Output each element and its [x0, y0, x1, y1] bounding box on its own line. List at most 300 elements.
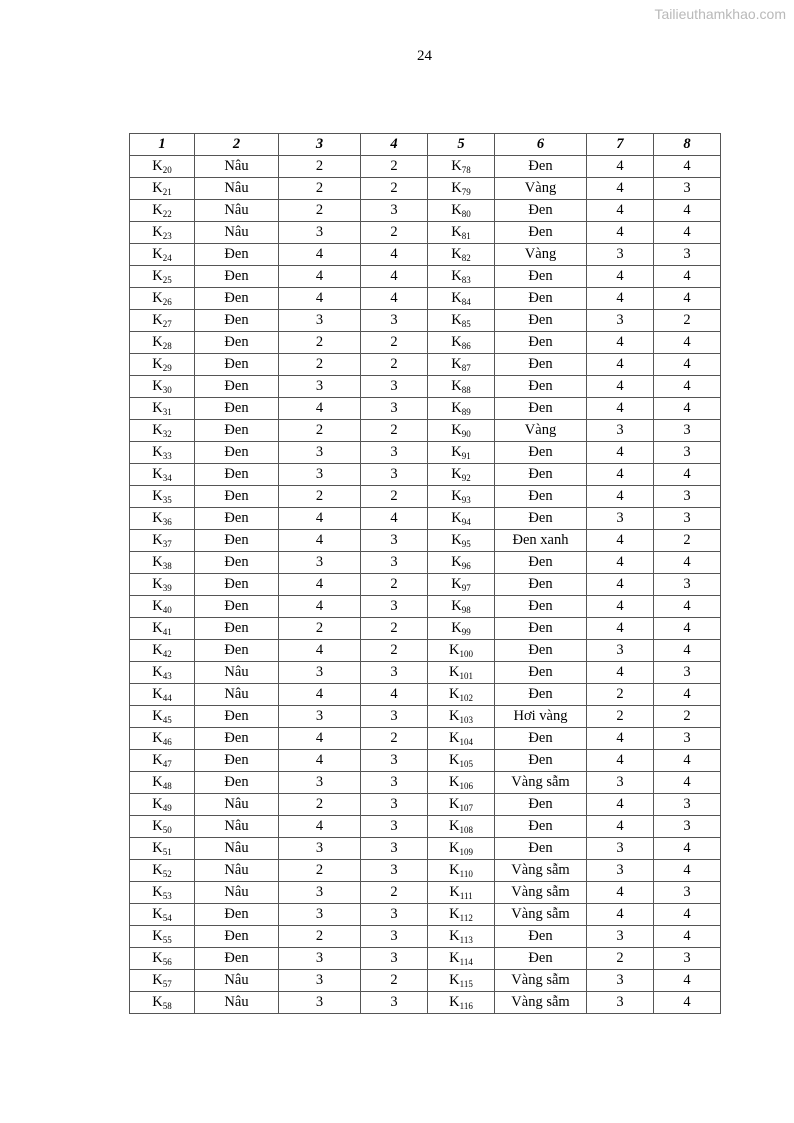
- score-8-cell: 3: [654, 244, 721, 266]
- color-cell: Vàng sẫm: [495, 970, 587, 992]
- id-letter: K: [152, 774, 163, 790]
- color-cell: Vàng sẫm: [495, 992, 587, 1014]
- id-subscript: 25: [162, 275, 172, 285]
- id-letter: K: [152, 730, 163, 746]
- score-7-cell: 4: [587, 728, 654, 750]
- color-cell: Đen: [195, 596, 279, 618]
- id-subscript: 31: [162, 407, 172, 417]
- id-subscript: 102: [459, 693, 473, 703]
- score-3-cell: 2: [279, 178, 361, 200]
- id-letter: K: [152, 290, 163, 306]
- sample-id-cell: [130, 332, 195, 354]
- score-3-cell: 4: [279, 244, 361, 266]
- color-cell: Vàng sẫm: [495, 882, 587, 904]
- score-8-cell: 4: [654, 288, 721, 310]
- id-letter: K: [451, 620, 462, 636]
- id-subscript: 99: [461, 627, 471, 637]
- score-3-cell: 3: [279, 464, 361, 486]
- score-3-cell: 3: [279, 904, 361, 926]
- id-letter: K: [152, 554, 163, 570]
- id-subscript: 27: [162, 319, 172, 329]
- id-subscript: 55: [162, 935, 172, 945]
- score-8-cell: 4: [654, 970, 721, 992]
- color-cell: Nâu: [195, 178, 279, 200]
- id-subscript: 100: [459, 649, 473, 659]
- score-4-cell: 3: [361, 926, 428, 948]
- color-cell: Đen: [495, 288, 587, 310]
- sample-id-cell: [130, 398, 195, 420]
- table-row: [130, 442, 721, 464]
- page-number: 24: [417, 48, 432, 64]
- id-letter: K: [152, 312, 163, 328]
- id-subscript: 114: [459, 957, 473, 967]
- id-letter: K: [152, 180, 163, 196]
- score-4-cell: 2: [361, 332, 428, 354]
- color-cell: Đen: [195, 354, 279, 376]
- score-8-cell: 4: [654, 222, 721, 244]
- id-letter: K: [152, 466, 163, 482]
- sample-id-cell: [130, 310, 195, 332]
- sample-id-cell: [428, 266, 495, 288]
- sample-id-cell: [130, 244, 195, 266]
- id-letter: K: [451, 378, 462, 394]
- id-subscript: 87: [461, 363, 471, 373]
- id-subscript: 52: [162, 869, 172, 879]
- color-cell: Vàng sẫm: [495, 772, 587, 794]
- id-letter: K: [451, 202, 462, 218]
- color-cell: Nâu: [195, 860, 279, 882]
- table-row: [130, 794, 721, 816]
- sample-id-cell: [428, 376, 495, 398]
- column-header: 6: [495, 134, 587, 156]
- id-letter: K: [449, 862, 460, 878]
- id-subscript: 20: [162, 165, 172, 175]
- score-3-cell: 3: [279, 376, 361, 398]
- score-3-cell: 2: [279, 332, 361, 354]
- score-8-cell: 4: [654, 464, 721, 486]
- id-letter: K: [152, 422, 163, 438]
- id-letter: K: [451, 268, 462, 284]
- score-7-cell: 3: [587, 992, 654, 1014]
- score-8-cell: 3: [654, 442, 721, 464]
- id-subscript: 104: [459, 737, 473, 747]
- score-3-cell: 4: [279, 816, 361, 838]
- sample-id-cell: [130, 442, 195, 464]
- id-subscript: 82: [461, 253, 471, 263]
- score-4-cell: 4: [361, 266, 428, 288]
- sample-id-cell: [428, 926, 495, 948]
- id-subscript: 81: [461, 231, 471, 241]
- id-subscript: 37: [162, 539, 172, 549]
- id-letter: K: [451, 532, 462, 548]
- score-8-cell: 3: [654, 662, 721, 684]
- sample-id-cell: [130, 772, 195, 794]
- color-cell: Đen: [195, 618, 279, 640]
- id-subscript: 42: [162, 649, 172, 659]
- score-4-cell: 3: [361, 860, 428, 882]
- color-cell: Nâu: [195, 838, 279, 860]
- sample-id-cell: [428, 310, 495, 332]
- score-3-cell: 4: [279, 684, 361, 706]
- color-cell: Nâu: [195, 882, 279, 904]
- score-3-cell: 3: [279, 882, 361, 904]
- color-cell: Nâu: [195, 992, 279, 1014]
- color-cell: Đen: [195, 530, 279, 552]
- sample-id-cell: [428, 222, 495, 244]
- table-row: [130, 552, 721, 574]
- color-cell: Đen: [495, 442, 587, 464]
- score-4-cell: 3: [361, 530, 428, 552]
- sample-id-cell: [428, 882, 495, 904]
- id-letter: K: [451, 466, 462, 482]
- color-cell: Đen: [195, 288, 279, 310]
- id-subscript: 24: [162, 253, 172, 263]
- sample-id-cell: [130, 618, 195, 640]
- score-7-cell: 4: [587, 376, 654, 398]
- sample-id-cell: [130, 420, 195, 442]
- score-7-cell: 4: [587, 222, 654, 244]
- color-cell: Nâu: [195, 970, 279, 992]
- table-row: [130, 882, 721, 904]
- id-letter: K: [152, 796, 163, 812]
- color-cell: Đen: [195, 926, 279, 948]
- color-cell: Đen: [495, 948, 587, 970]
- id-letter: K: [152, 752, 163, 768]
- score-7-cell: 3: [587, 244, 654, 266]
- sample-id-cell: [428, 640, 495, 662]
- column-header: 4: [361, 134, 428, 156]
- id-letter: K: [152, 598, 163, 614]
- score-3-cell: 3: [279, 442, 361, 464]
- color-cell: Đen: [195, 244, 279, 266]
- color-cell: Nâu: [195, 662, 279, 684]
- sample-id-cell: [130, 156, 195, 178]
- score-8-cell: 4: [654, 860, 721, 882]
- table-row: [130, 222, 721, 244]
- score-7-cell: 4: [587, 794, 654, 816]
- score-4-cell: 2: [361, 486, 428, 508]
- color-cell: Đen: [495, 838, 587, 860]
- table-row: [130, 178, 721, 200]
- color-cell: Vàng: [495, 420, 587, 442]
- score-7-cell: 2: [587, 684, 654, 706]
- score-7-cell: 2: [587, 948, 654, 970]
- id-letter: K: [451, 422, 462, 438]
- score-7-cell: 4: [587, 200, 654, 222]
- color-cell: Đen: [495, 156, 587, 178]
- id-subscript: 33: [162, 451, 172, 461]
- score-3-cell: 4: [279, 596, 361, 618]
- sample-id-cell: [130, 596, 195, 618]
- sample-id-cell: [130, 354, 195, 376]
- id-letter: K: [451, 334, 462, 350]
- id-letter: K: [449, 972, 460, 988]
- score-8-cell: 2: [654, 530, 721, 552]
- color-cell: Nâu: [195, 816, 279, 838]
- id-subscript: 21: [162, 187, 172, 197]
- sample-id-cell: [428, 200, 495, 222]
- id-letter: K: [152, 224, 163, 240]
- color-cell: Đen: [195, 266, 279, 288]
- id-subscript: 34: [162, 473, 172, 483]
- id-subscript: 49: [162, 803, 172, 813]
- id-letter: K: [449, 774, 460, 790]
- sample-id-cell: [428, 486, 495, 508]
- score-4-cell: 3: [361, 310, 428, 332]
- score-8-cell: 4: [654, 992, 721, 1014]
- color-cell: Đen: [195, 574, 279, 596]
- color-cell: Đen: [195, 376, 279, 398]
- color-cell: Đen: [195, 508, 279, 530]
- color-cell: Đen: [195, 948, 279, 970]
- table-row: [130, 860, 721, 882]
- sample-id-cell: [130, 838, 195, 860]
- color-cell: Nâu: [195, 156, 279, 178]
- color-cell: Đen: [195, 772, 279, 794]
- id-subscript: 111: [459, 891, 473, 901]
- id-subscript: 32: [162, 429, 172, 439]
- sample-id-cell: [428, 684, 495, 706]
- id-subscript: 28: [162, 341, 172, 351]
- score-3-cell: 2: [279, 618, 361, 640]
- score-4-cell: 3: [361, 662, 428, 684]
- id-letter: K: [449, 730, 460, 746]
- id-letter: K: [451, 510, 462, 526]
- sample-id-cell: [428, 442, 495, 464]
- sample-id-cell: [428, 662, 495, 684]
- id-letter: K: [152, 488, 163, 504]
- score-7-cell: 4: [587, 464, 654, 486]
- id-letter: K: [451, 356, 462, 372]
- table-row: [130, 618, 721, 640]
- id-subscript: 85: [461, 319, 471, 329]
- table-row: [130, 200, 721, 222]
- color-cell: Đen: [495, 596, 587, 618]
- id-subscript: 47: [162, 759, 172, 769]
- score-3-cell: 2: [279, 200, 361, 222]
- sample-id-cell: [428, 574, 495, 596]
- color-cell: Đen: [495, 354, 587, 376]
- id-subscript: 109: [459, 847, 473, 857]
- id-subscript: 90: [461, 429, 471, 439]
- id-subscript: 50: [162, 825, 172, 835]
- table-row: [130, 816, 721, 838]
- id-subscript: 39: [162, 583, 172, 593]
- score-8-cell: 2: [654, 706, 721, 728]
- table-row: [130, 464, 721, 486]
- score-4-cell: 2: [361, 178, 428, 200]
- color-cell: Đen: [195, 640, 279, 662]
- table-row: [130, 640, 721, 662]
- id-letter: K: [449, 642, 460, 658]
- score-4-cell: 3: [361, 442, 428, 464]
- id-letter: K: [152, 202, 163, 218]
- color-cell: Vàng sẫm: [495, 860, 587, 882]
- score-8-cell: 4: [654, 596, 721, 618]
- id-letter: K: [152, 884, 163, 900]
- sample-id-cell: [428, 728, 495, 750]
- score-8-cell: 3: [654, 948, 721, 970]
- sample-id-cell: [428, 420, 495, 442]
- color-cell: Đen: [495, 640, 587, 662]
- sample-id-cell: [130, 816, 195, 838]
- column-header: 2: [195, 134, 279, 156]
- color-cell: Đen: [495, 222, 587, 244]
- color-cell: Đen: [195, 310, 279, 332]
- score-8-cell: 4: [654, 376, 721, 398]
- id-subscript: 86: [461, 341, 471, 351]
- id-subscript: 98: [461, 605, 471, 615]
- sample-id-cell: [428, 750, 495, 772]
- id-subscript: 45: [162, 715, 172, 725]
- score-3-cell: 4: [279, 288, 361, 310]
- column-header: 7: [587, 134, 654, 156]
- sample-id-cell: [130, 992, 195, 1014]
- id-subscript: 35: [162, 495, 172, 505]
- score-8-cell: 4: [654, 156, 721, 178]
- score-4-cell: 2: [361, 420, 428, 442]
- id-letter: K: [449, 796, 460, 812]
- table-row: [130, 728, 721, 750]
- score-4-cell: 4: [361, 244, 428, 266]
- color-cell: Đen: [495, 662, 587, 684]
- color-cell: Đen xanh: [495, 530, 587, 552]
- id-letter: K: [152, 686, 163, 702]
- score-4-cell: 3: [361, 706, 428, 728]
- sample-id-cell: [428, 552, 495, 574]
- id-letter: K: [152, 532, 163, 548]
- id-letter: K: [152, 664, 163, 680]
- sample-id-cell: [428, 838, 495, 860]
- id-subscript: 41: [162, 627, 172, 637]
- sample-id-cell: [428, 970, 495, 992]
- id-letter: K: [152, 268, 163, 284]
- score-8-cell: 4: [654, 354, 721, 376]
- id-subscript: 113: [459, 935, 473, 945]
- id-letter: K: [451, 312, 462, 328]
- color-cell: Đen: [195, 398, 279, 420]
- table-row: [130, 420, 721, 442]
- color-cell: Đen: [495, 926, 587, 948]
- id-subscript: 78: [461, 165, 471, 175]
- id-letter: K: [152, 994, 163, 1010]
- id-subscript: 96: [461, 561, 471, 571]
- score-7-cell: 3: [587, 310, 654, 332]
- score-3-cell: 2: [279, 420, 361, 442]
- id-letter: K: [451, 158, 462, 174]
- score-3-cell: 4: [279, 728, 361, 750]
- sample-id-cell: [130, 970, 195, 992]
- table-row: [130, 926, 721, 948]
- id-subscript: 107: [459, 803, 473, 813]
- sample-id-cell: [130, 574, 195, 596]
- id-letter: K: [152, 928, 163, 944]
- id-subscript: 48: [162, 781, 172, 791]
- id-subscript: 29: [162, 363, 172, 373]
- score-3-cell: 3: [279, 772, 361, 794]
- score-7-cell: 3: [587, 860, 654, 882]
- score-8-cell: 4: [654, 332, 721, 354]
- table-row: [130, 772, 721, 794]
- score-7-cell: 3: [587, 970, 654, 992]
- id-letter: K: [152, 510, 163, 526]
- score-8-cell: 3: [654, 794, 721, 816]
- color-cell: Đen: [495, 728, 587, 750]
- score-7-cell: 4: [587, 266, 654, 288]
- id-letter: K: [152, 334, 163, 350]
- score-4-cell: 3: [361, 376, 428, 398]
- watermark: Tailieuthamkhao.com: [654, 6, 786, 22]
- data-table: [129, 133, 721, 1014]
- id-letter: K: [152, 620, 163, 636]
- id-subscript: 30: [162, 385, 172, 395]
- score-8-cell: 3: [654, 574, 721, 596]
- id-subscript: 103: [459, 715, 473, 725]
- score-4-cell: 2: [361, 354, 428, 376]
- id-letter: K: [449, 708, 460, 724]
- score-3-cell: 4: [279, 398, 361, 420]
- color-cell: Đen: [495, 310, 587, 332]
- id-letter: K: [451, 488, 462, 504]
- table-row: [130, 244, 721, 266]
- score-7-cell: 2: [587, 706, 654, 728]
- score-4-cell: 3: [361, 904, 428, 926]
- id-letter: K: [152, 950, 163, 966]
- id-letter: K: [451, 554, 462, 570]
- id-subscript: 26: [162, 297, 172, 307]
- id-subscript: 56: [162, 957, 172, 967]
- table-row: [130, 156, 721, 178]
- score-3-cell: 4: [279, 508, 361, 530]
- color-cell: Đen: [195, 420, 279, 442]
- color-cell: Nâu: [195, 794, 279, 816]
- color-cell: Đen: [195, 442, 279, 464]
- sample-id-cell: [130, 948, 195, 970]
- id-letter: K: [152, 246, 163, 262]
- color-cell: Nâu: [195, 222, 279, 244]
- table-row: [130, 596, 721, 618]
- id-letter: K: [152, 906, 163, 922]
- id-letter: K: [451, 224, 462, 240]
- score-8-cell: 4: [654, 926, 721, 948]
- id-subscript: 92: [461, 473, 471, 483]
- score-7-cell: 4: [587, 332, 654, 354]
- score-3-cell: 3: [279, 222, 361, 244]
- score-4-cell: 3: [361, 948, 428, 970]
- score-7-cell: 3: [587, 508, 654, 530]
- score-7-cell: 3: [587, 838, 654, 860]
- id-subscript: 22: [162, 209, 172, 219]
- id-subscript: 112: [459, 913, 473, 923]
- id-letter: K: [451, 180, 462, 196]
- id-subscript: 43: [162, 671, 172, 681]
- score-8-cell: 4: [654, 640, 721, 662]
- id-letter: K: [451, 290, 462, 306]
- score-7-cell: 4: [587, 618, 654, 640]
- color-cell: Đen: [495, 200, 587, 222]
- color-cell: Đen: [495, 398, 587, 420]
- color-cell: Đen: [495, 266, 587, 288]
- sample-id-cell: [130, 750, 195, 772]
- id-letter: K: [451, 444, 462, 460]
- color-cell: Đen: [495, 816, 587, 838]
- score-3-cell: 3: [279, 970, 361, 992]
- score-8-cell: 4: [654, 200, 721, 222]
- score-4-cell: 2: [361, 970, 428, 992]
- id-letter: K: [449, 840, 460, 856]
- score-8-cell: 4: [654, 398, 721, 420]
- sample-id-cell: [130, 706, 195, 728]
